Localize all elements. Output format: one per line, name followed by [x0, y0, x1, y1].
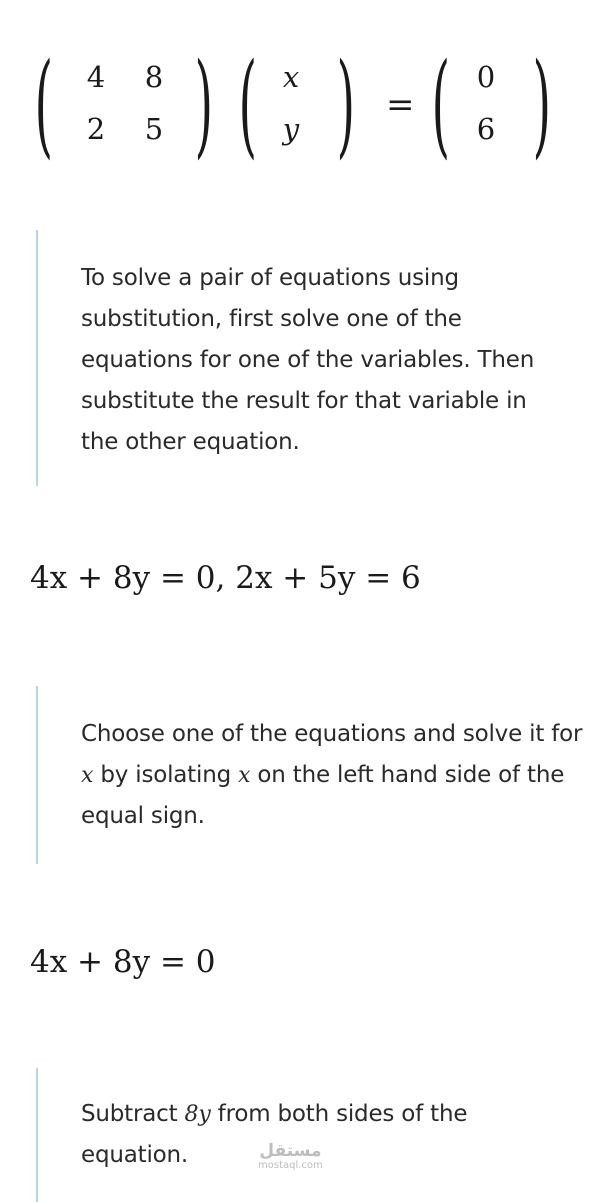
explanation-text: To solve a pair of equations using substitution, first solve one of the equations for one of the variables. Then substitute the result for that variable in the other equation. — [81, 265, 535, 455]
explanation-block — [36, 686, 597, 864]
vector-x: x — [282, 60, 300, 94]
term-8y: 8y — [184, 1102, 211, 1127]
watermark-arabic: مستقل — [259, 1141, 322, 1161]
right-paren: ) — [194, 40, 214, 170]
explanation-text: Subtract 8y from both sides of the equation. — [81, 1101, 468, 1168]
left-paren: ( — [238, 40, 258, 170]
vector-y: y — [282, 112, 300, 146]
result-bottom: 6 — [476, 112, 496, 146]
result-top: 0 — [476, 60, 496, 94]
variable-x: x — [81, 763, 94, 788]
watermark-latin: mostaql.com — [258, 1160, 323, 1171]
right-paren: ) — [532, 40, 552, 170]
left-paren: ( — [431, 40, 451, 170]
explanation-block — [36, 1068, 561, 1202]
matrix-equation — [34, 40, 564, 170]
explanation-block — [36, 230, 551, 486]
variable-x: x — [238, 763, 251, 788]
matrix-a21: 2 — [86, 112, 106, 146]
explanation-text: Choose one of the equations and solve it for x by isolating x on the left hand side of the equal sign. — [81, 721, 583, 829]
matrix-a12: 8 — [144, 60, 164, 94]
selected-equation: 4x + 8y = 0 — [30, 944, 216, 980]
left-paren: ( — [34, 40, 54, 170]
system-of-equations: 4x + 8y = 0, 2x + 5y = 6 — [30, 560, 421, 596]
right-paren: ) — [336, 40, 356, 170]
matrix-a22: 5 — [144, 112, 164, 146]
matrix-a11: 4 — [86, 60, 106, 94]
equals-sign: = — [386, 85, 415, 125]
watermark-logo — [258, 1143, 323, 1171]
